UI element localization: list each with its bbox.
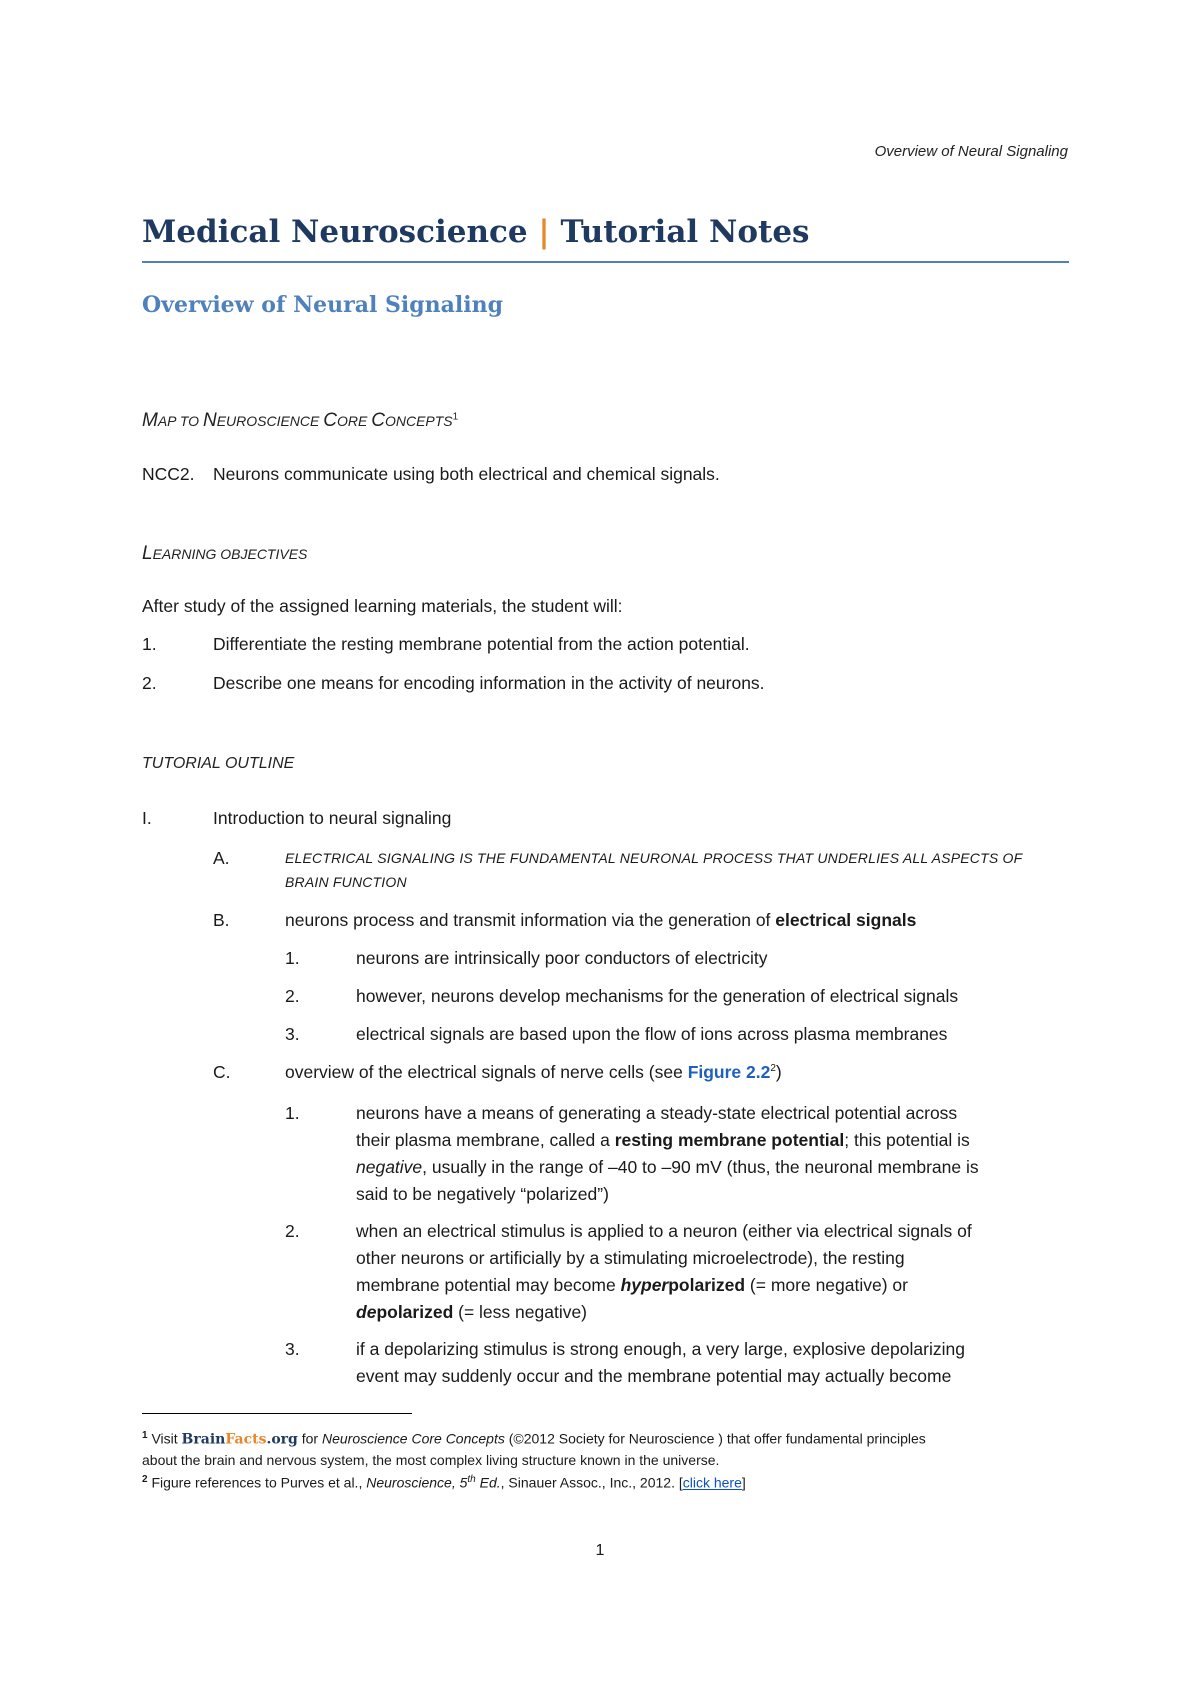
figure-link[interactable]: Figure 2.2 xyxy=(687,1062,771,1082)
title-part2: Tutorial Notes xyxy=(560,214,810,250)
click-here-link[interactable]: click here xyxy=(682,1474,742,1491)
map-heading: MAP TO NEUROSCIENCE CORE CONCEPTS$^1$ xyxy=(142,410,459,431)
footnote-ref-1[interactable]: 1 xyxy=(452,411,459,423)
footnote-1: $^1$ Visit BrainFacts.org for Neuroscience Core Concepts (©2012 Society for Neuroscience ) that offer fundamental principles xyxy=(142,1430,926,1448)
page-number: 1 xyxy=(595,1542,605,1559)
title-part1: Medical Neuroscience xyxy=(142,214,528,250)
running-header: Overview of Neural Signaling xyxy=(874,143,1068,160)
objectives-intro: After study of the assigned learning materials, the student will: xyxy=(142,596,623,616)
document-title xyxy=(142,214,810,250)
outline-heading: TUTORIAL OUTLINE xyxy=(142,755,295,772)
ncc-text: Neurons communicate using both electrical and chemical signals. xyxy=(213,464,720,484)
document-subtitle: Overview of Neural Signaling xyxy=(142,292,504,318)
footnote-1-line2: about the brain and nervous system, the most complex living structure known in the universe. xyxy=(142,1452,720,1468)
ncc-label: NCC2. xyxy=(142,464,195,484)
brainfacts-link[interactable]: Brain xyxy=(181,1431,226,1448)
footnote-rule xyxy=(142,1413,412,1414)
title-rule xyxy=(142,261,1069,263)
objectives-heading: LEARNING OBJECTIVES xyxy=(142,543,308,564)
title-separator: | xyxy=(538,214,550,250)
footnote-2: $^2$ Figure references to Purves et al., Neuroscience, 5th Ed., Sinauer Assoc., Inc., 2012. [click here] xyxy=(142,1474,746,1491)
